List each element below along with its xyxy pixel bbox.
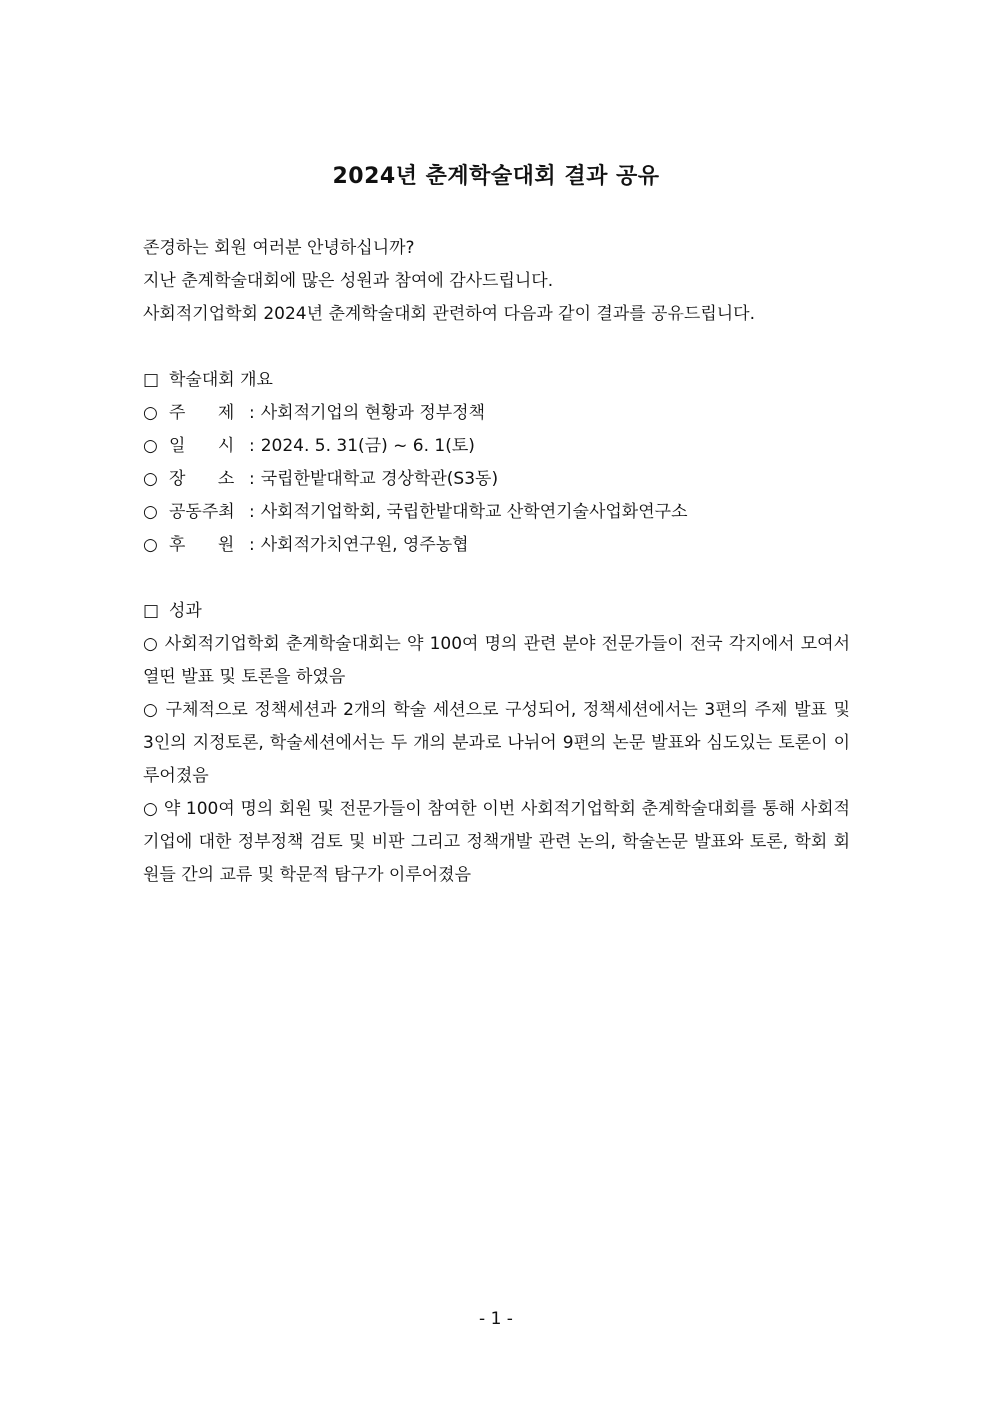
overview-separator: : bbox=[249, 502, 255, 522]
circle-bullet-icon: ○ bbox=[143, 634, 159, 654]
results-item-1 bbox=[143, 628, 850, 694]
greeting-line-2: 지난 춘계학술대회에 많은 성원과 참여에 감사드립니다. bbox=[143, 271, 554, 291]
overview-item-venue bbox=[143, 463, 850, 496]
document-body bbox=[143, 232, 850, 892]
overview-label: 일 시 bbox=[169, 436, 235, 456]
overview-heading-text: 학술대회 개요 bbox=[169, 370, 273, 390]
overview-value: 사회적기업학회, 국립한밭대학교 산학연기술사업화연구소 bbox=[260, 502, 688, 522]
document-title: 2024년 춘계학술대회 결과 공유 bbox=[332, 164, 660, 189]
circle-bullet-icon: ○ bbox=[143, 502, 158, 522]
overview-label: 주 제 bbox=[169, 403, 235, 423]
results-item-text: 사회적기업학회 춘계학술대회는 약 100여 명의 관련 분야 전문가들이 전국 각지에서 모여서 열띤 발표 및 토론을 하였음 bbox=[143, 634, 850, 687]
page-number: - 1 - bbox=[479, 1309, 513, 1329]
circle-bullet-icon: ○ bbox=[143, 799, 159, 819]
circle-bullet-icon: ○ bbox=[143, 436, 158, 456]
overview-item-date bbox=[143, 430, 850, 463]
greeting-line-1: 존경하는 회원 여러분 안녕하십니까? bbox=[143, 238, 415, 258]
overview-value: 사회적기업의 현황과 정부정책 bbox=[260, 403, 486, 423]
circle-bullet-icon: ○ bbox=[143, 700, 160, 720]
results-heading-text: 성과 bbox=[169, 601, 202, 621]
results-item-2 bbox=[143, 694, 850, 793]
overview-item-cohost bbox=[143, 496, 850, 529]
overview-separator: : bbox=[249, 436, 255, 456]
results-item-text: 약 100여 명의 회원 및 전문가들이 참여한 이번 사회적기업학회 춘계학술대회를 통해 사회적기업에 대한 정부정책 검토 및 비판 그리고 정책개발 관련 논의, 학술논문 발표와 토론, 학회 회원들 간의 교류 및 학문적 탐구가 이루어졌음 bbox=[143, 799, 850, 885]
circle-bullet-icon: ○ bbox=[143, 535, 158, 555]
overview-value: 사회적가치연구원, 영주농협 bbox=[260, 535, 469, 555]
overview-separator: : bbox=[249, 403, 255, 423]
overview-label: 후 원 bbox=[169, 535, 235, 555]
overview-item-topic bbox=[143, 397, 850, 430]
checkbox-square-icon: □ bbox=[143, 370, 160, 390]
overview-separator: : bbox=[249, 469, 255, 489]
overview-value: 2024. 5. 31(금) ~ 6. 1(토) bbox=[260, 436, 475, 456]
results-heading bbox=[143, 595, 850, 628]
checkbox-square-icon: □ bbox=[143, 601, 160, 621]
overview-item-sponsor bbox=[143, 529, 850, 562]
circle-bullet-icon: ○ bbox=[143, 403, 158, 423]
circle-bullet-icon: ○ bbox=[143, 469, 158, 489]
overview-heading bbox=[143, 364, 850, 397]
overview-label: 공동주최 bbox=[169, 502, 235, 522]
results-item-text: 구체적으로 정책세션과 2개의 학술 세션으로 구성되어, 정책세션에서는 3편의 주제 발표 및 3인의 지정토론, 학술세션에서는 두 개의 분과로 나뉘어 9편의 논문 발표와 심도있는 토론이 이루어졌음 bbox=[143, 700, 851, 786]
greeting-line-3: 사회적기업학회 2024년 춘계학술대회 관련하여 다음과 같이 결과를 공유드립니다. bbox=[143, 304, 755, 324]
overview-separator: : bbox=[249, 535, 255, 555]
overview-value: 국립한밭대학교 경상학관(S3동) bbox=[260, 469, 499, 489]
results-item-3 bbox=[143, 793, 850, 892]
overview-label: 장 소 bbox=[169, 469, 235, 489]
